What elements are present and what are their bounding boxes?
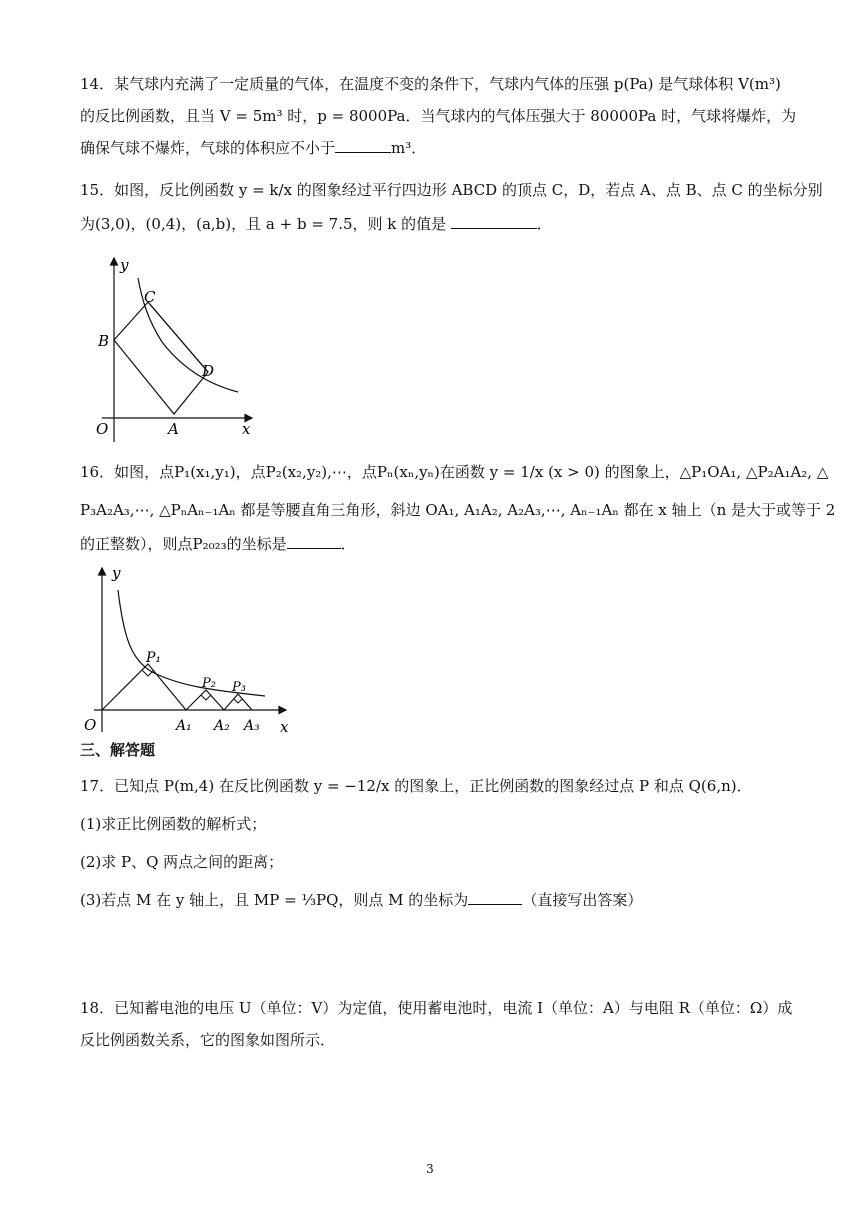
q17-part3 <box>80 890 780 910</box>
q15-line1: 15．如图，反比例函数 y = k/x 的图象经过平行四边形 ABCD 的顶点 C，D，若点 A、点 B、点 C 的坐标分别 <box>80 181 823 199</box>
q17-part3-note: （直接写出答案） <box>522 891 643 909</box>
q16-triangle-2 <box>186 690 224 710</box>
q16-line3-text: 的正整数），则点P₂₀₂₃的坐标是 <box>80 535 287 553</box>
q16-label-a3: A₃ <box>244 718 260 734</box>
q16-label-x: x <box>280 718 289 736</box>
q16-label-p1: P₁ <box>146 650 162 666</box>
q14-line2: 的反比例函数，且当 V = 5m³ 时，p = 8000Pa．当气球内的气体压强大于 80000Pa 时，气球将爆炸，为 <box>80 107 797 125</box>
q16-label-p3: P₃ <box>232 680 246 695</box>
q16-right-angle-2-icon <box>201 695 211 700</box>
q15-line2-end: ． <box>536 215 552 233</box>
q15-figure <box>92 252 267 444</box>
q16-x-arrow-icon <box>279 707 286 714</box>
q17-part2: (2)求 P、Q 两点之间的距离； <box>80 853 284 871</box>
q17-part3-text: (3)若点 M 在 y 轴上，且 MP = ⅓PQ，则点 M 的坐标为 <box>80 891 469 909</box>
page-number: 3 <box>426 1162 434 1176</box>
q16-label-y: y <box>112 564 121 582</box>
q16-label-o: O <box>84 716 97 734</box>
q16-line3-end: ． <box>340 535 356 553</box>
q17-line1: 17．已知点 P(m,4) 在反比例函数 y = −12/x 的图象上，正比例函数的图象经过点 P 和点 Q(6,n)． <box>80 777 752 795</box>
q16-figure <box>80 560 298 738</box>
q16-y-arrow-icon <box>99 568 106 575</box>
q15-label-y: y <box>120 256 129 274</box>
q15-label-o: O <box>96 420 109 438</box>
q16-line1: 16．如图，点P₁(x₁,y₁)，点P₂(x₂,y₂),⋯，点Pₙ(xₙ,yₙ)在函数 y = 1/x (x > 0) 的图象上，△P₁OA₁, △P₂A₁A₂, △ <box>80 463 829 481</box>
q16-triangle-1 <box>102 664 186 710</box>
q15-parallelogram <box>114 302 208 414</box>
q15-cd-segment <box>148 302 208 372</box>
q15-y-arrow-icon <box>111 258 118 265</box>
q14-line3 <box>80 138 780 158</box>
q14-line1: 14．某气球内充满了一定质量的气体，在温度不变的条件下，气球内气体的压强 p(Pa) 是气球体积 V(m³) <box>80 75 781 93</box>
q14-line3-unit: m³． <box>391 139 427 157</box>
q14-answer-blank[interactable] <box>335 138 391 153</box>
q16-triangle-3 <box>224 694 252 710</box>
q15-label-x: x <box>242 420 251 438</box>
q15-label-a: A <box>168 420 179 438</box>
q15-line2 <box>80 214 780 234</box>
q17-answer-blank[interactable] <box>468 890 522 905</box>
q16-label-p2: P₂ <box>202 676 216 691</box>
q15-label-b: B <box>98 332 110 350</box>
q16-right-angle-3-icon <box>234 699 242 703</box>
q15-label-c: C <box>144 288 156 306</box>
section-heading: 三、解答题 <box>80 741 156 759</box>
q16-line3 <box>80 534 780 554</box>
q16-right-angle-1-icon <box>142 670 154 676</box>
q16-label-a1: A₁ <box>176 718 192 734</box>
q15-line2-text: 为(3,0)，(0,4)，(a,b)，且 a + b = 7.5，则 k 的值是 <box>80 215 447 233</box>
q17-part1: (1)求正比例函数的解析式； <box>80 815 267 833</box>
q18-line1: 18．已知蓄电池的电压 U（单位：V）为定值，使用蓄电池时，电流 I（单位：A）与电阻 R（单位：Ω）成 <box>80 999 793 1017</box>
q16-label-a2: A₂ <box>214 718 230 734</box>
q16-answer-blank[interactable] <box>287 534 341 549</box>
q16-line2: P₃A₂A₃,⋯, △PₙAₙ₋₁Aₙ 都是等腰直角三角形，斜边 OA₁, A₁A₂, A₂A₃,⋯, Aₙ₋₁Aₙ 都在 x 轴上（n 是大于或等于 2 <box>80 501 836 519</box>
q18-line2: 反比例函数关系，它的图象如图所示． <box>80 1031 336 1049</box>
q14-line3-text: 确保气球不爆炸，气球的体积应不小于 <box>80 139 336 157</box>
q15-label-d: D <box>202 362 215 380</box>
q15-answer-blank[interactable] <box>451 214 537 229</box>
